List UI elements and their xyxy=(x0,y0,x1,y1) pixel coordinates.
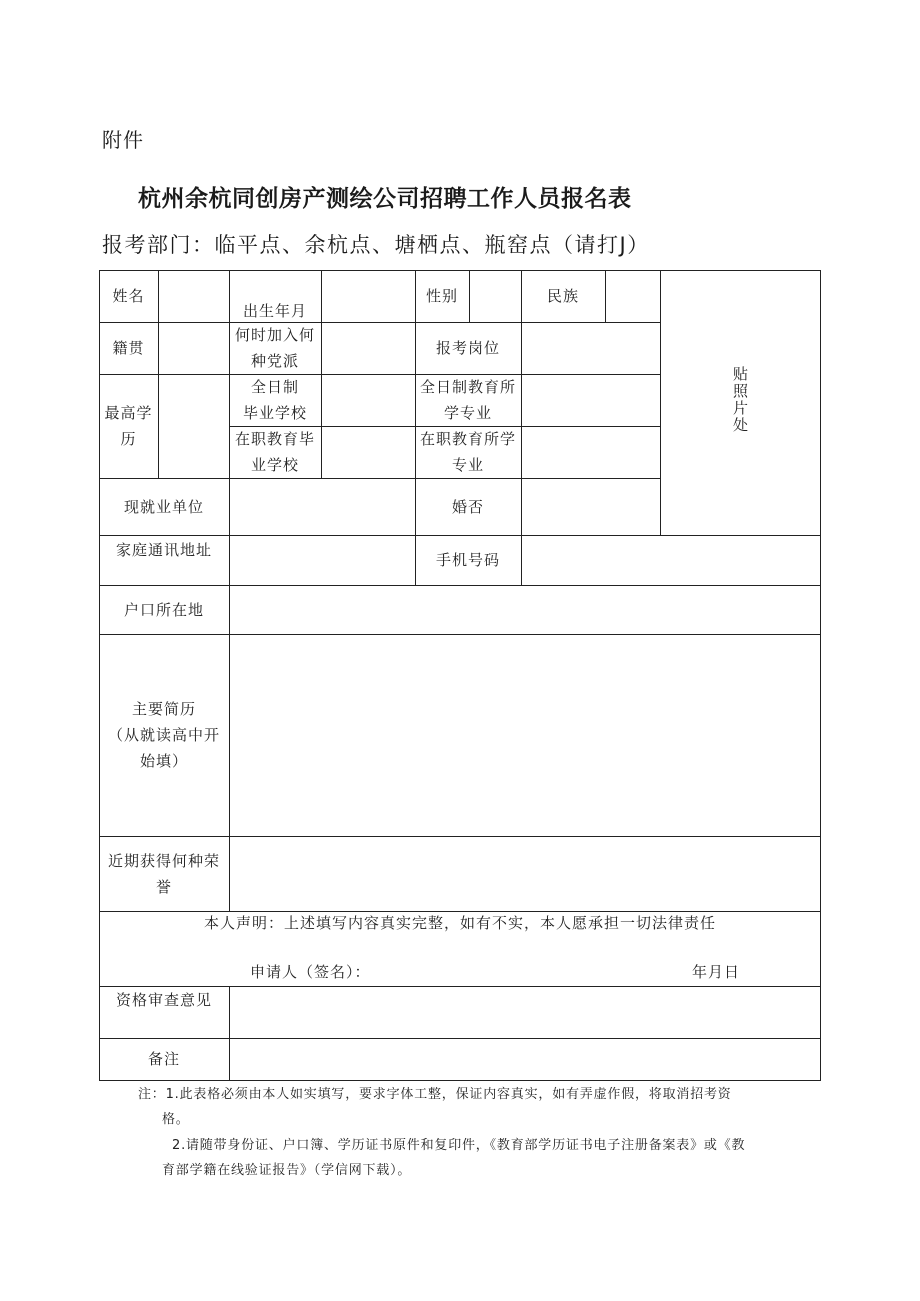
native-place-field[interactable] xyxy=(158,322,229,374)
resume-label: 主要简历 （从就读高中开 始填） xyxy=(107,700,220,770)
remarks-field[interactable] xyxy=(229,1038,820,1080)
photo-area[interactable] xyxy=(660,270,820,535)
education-label: 最高学 历 xyxy=(104,404,153,448)
phone-label: 手机号码 xyxy=(435,551,500,569)
signature-label: 申请人（签名）： xyxy=(250,963,371,981)
date-label: 年月日 xyxy=(692,963,741,981)
fulltime-major-field[interactable] xyxy=(521,374,660,426)
party-label: 何时加入何 种党派 xyxy=(234,326,315,370)
inservice-school-field[interactable] xyxy=(321,426,415,478)
inservice-school-label: 在职教育毕 业学校 xyxy=(234,430,315,474)
note-1-line-2: 格。 xyxy=(162,1112,190,1127)
review-label: 资格审查意见 xyxy=(115,991,212,1009)
apply-post-label: 报考岗位 xyxy=(435,339,500,357)
employer-label: 现就业单位 xyxy=(123,497,204,516)
note-2-line-1: 2.请随带身份证、户口簿、学历证书原件和复印件，《教育部学历证书电子注册备案表》或《教 xyxy=(172,1138,746,1153)
gender-label: 性别 xyxy=(425,287,458,305)
honors-label: 近期获得何种荣 誉 xyxy=(107,851,220,896)
inservice-major-field[interactable] xyxy=(521,426,660,478)
name-label: 姓名 xyxy=(112,287,145,305)
hukou-field[interactable] xyxy=(229,585,820,634)
declaration-text: 本人声明：上述填写内容真实完整，如有不实，本人愿承担一切法律责任 xyxy=(203,914,716,932)
photo-label: 贴照片处 xyxy=(731,366,749,434)
table-border-right xyxy=(820,270,821,1081)
review-field[interactable] xyxy=(229,986,820,1038)
birth-field[interactable] xyxy=(321,270,415,322)
hukou-label: 户口所在地 xyxy=(123,600,204,619)
signature-field[interactable] xyxy=(390,958,660,984)
note-2-line-2: 育部学籍在线验证报告》（学信网下载）。 xyxy=(162,1163,412,1178)
inservice-major-label: 在职教育所学 专业 xyxy=(419,430,516,474)
marital-label: 婚否 xyxy=(451,497,484,516)
name-field[interactable] xyxy=(158,270,229,322)
gender-field[interactable] xyxy=(469,270,521,322)
address-field[interactable] xyxy=(229,535,415,585)
marital-field[interactable] xyxy=(521,478,660,535)
education-field[interactable] xyxy=(158,374,229,478)
native-place-label: 籍贯 xyxy=(112,339,145,357)
honors-field[interactable] xyxy=(229,836,820,911)
form-title: 杭州余杭同创房产测绘公司招聘工作人员报名表 xyxy=(138,186,632,212)
party-field[interactable] xyxy=(321,322,415,374)
ethnicity-field[interactable] xyxy=(605,270,660,322)
ethnicity-label: 民族 xyxy=(546,287,579,305)
department-selection[interactable]: 报考部门：临平点、余杭点、塘栖点、瓶窑点（请打J） xyxy=(102,233,650,257)
fulltime-school-label: 全日制 毕业学校 xyxy=(242,378,307,422)
address-label: 家庭通讯地址 xyxy=(115,541,212,559)
resume-field[interactable] xyxy=(229,634,820,836)
employer-field[interactable] xyxy=(229,478,415,535)
fulltime-school-field[interactable] xyxy=(321,374,415,426)
remarks-label: 备注 xyxy=(147,1050,180,1068)
table-border-bottom xyxy=(99,1080,821,1081)
attachment-label: 附件 xyxy=(102,128,144,152)
fulltime-major-label: 全日制教育所 学专业 xyxy=(419,378,516,422)
apply-post-field[interactable] xyxy=(521,322,660,374)
note-1-line-1: 注：1.此表格必须由本人如实填写，要求字体工整，保证内容真实，如有弄虚作假，将取消招考资 xyxy=(138,1087,732,1102)
birth-label: 出生年月 xyxy=(242,302,307,320)
phone-field[interactable] xyxy=(521,535,820,585)
